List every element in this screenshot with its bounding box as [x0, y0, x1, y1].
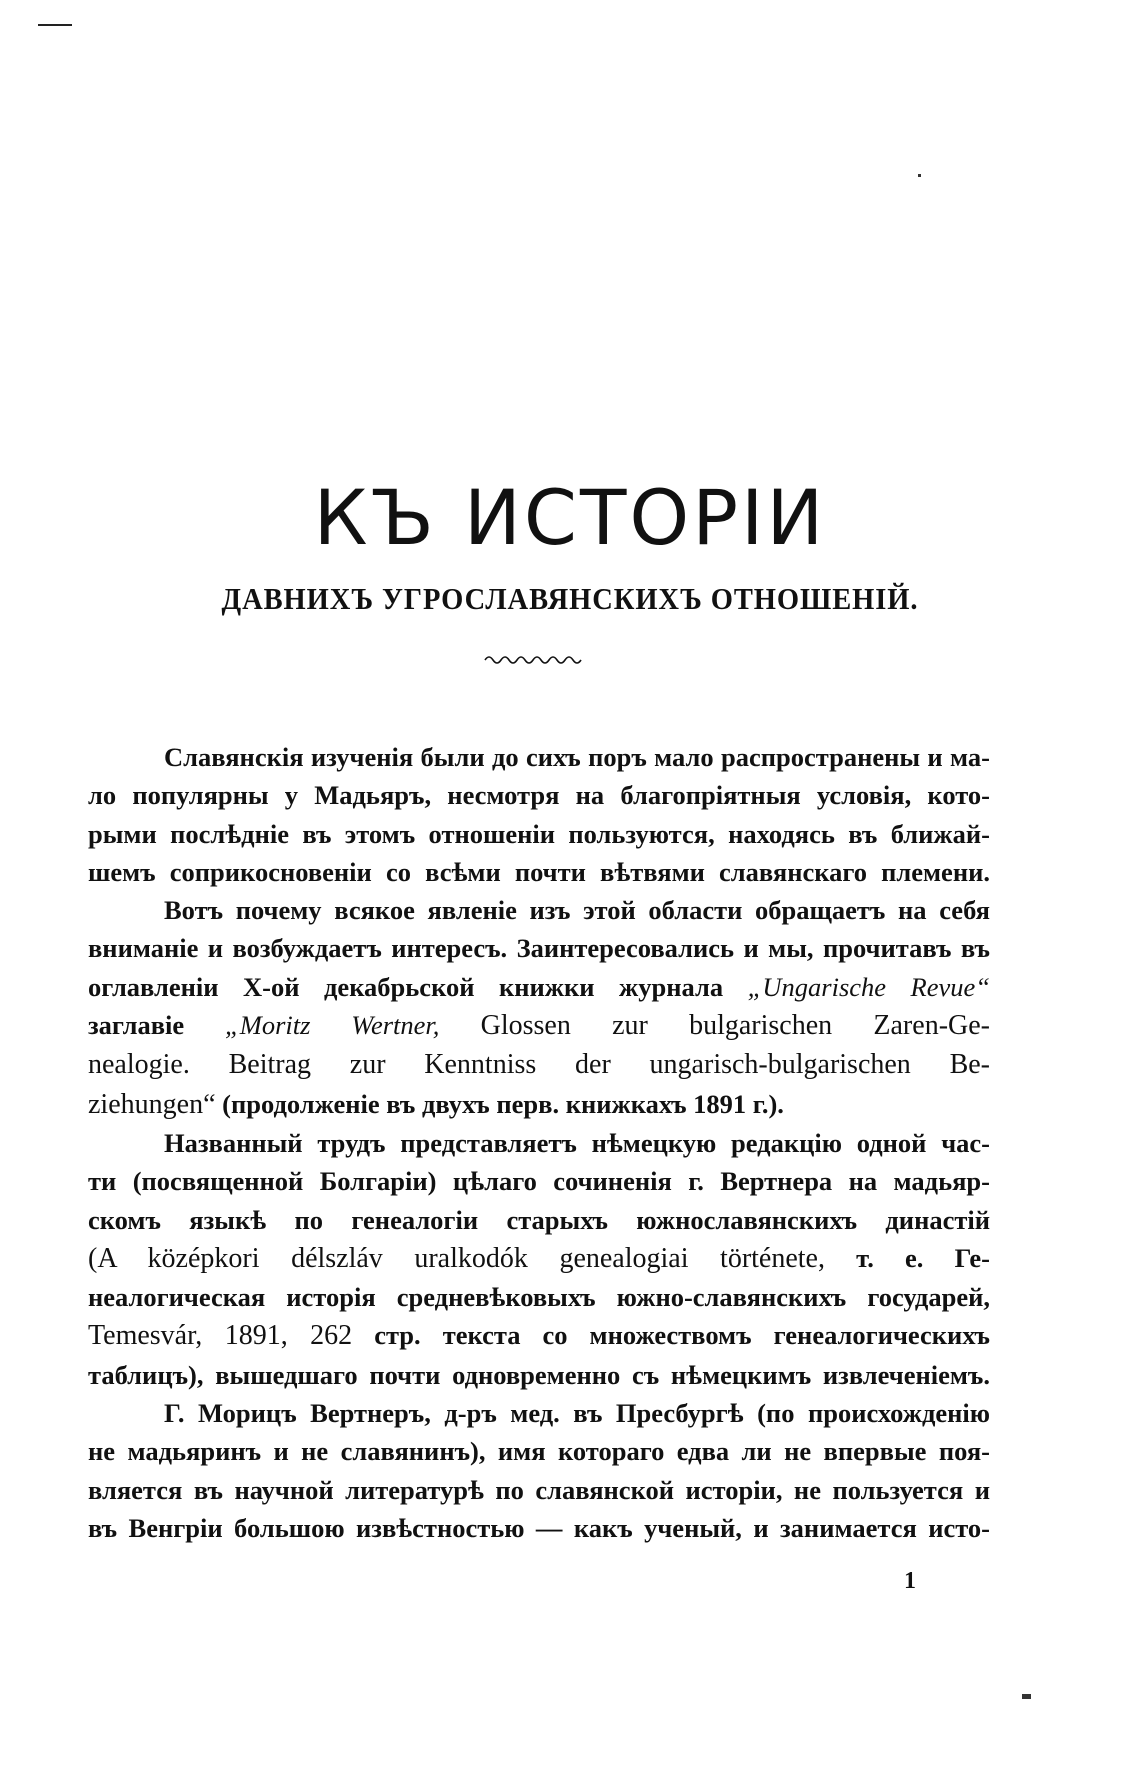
latin-text: Temesvár, 1891, 262 — [88, 1320, 353, 1352]
paragraph — [88, 891, 990, 1124]
page-title: КЪ ИСТОРІИ — [313, 473, 827, 562]
text-segment: т. е. Ге- — [825, 1242, 990, 1273]
text-line: ти (посвященной Болгаріи) цѣлаго сочиненія г. Вертнера на мадьяр- — [88, 1166, 990, 1197]
paragraph — [88, 1394, 990, 1547]
text-line: въ Венгріи большою извѣстностью — какъ ученый, и занимается исто- — [88, 1512, 990, 1543]
latin-title: nealogie. Beitrag zur Kenntniss der ungarisch-bulgarischen Be- — [88, 1049, 990, 1081]
text-segment: (продолженіе въ двухъ перв. книжкахъ 1891 г.). — [215, 1088, 784, 1119]
text-segment: стр. текста со множествомъ генеалогическихъ — [352, 1320, 991, 1351]
text-line: не мадьяринъ и не славянинъ), имя котораго едва ли не впервые поя- — [88, 1436, 990, 1467]
page-subtitle: ДАВНИХЪ УГРОСЛАВЯНСКИХЪ ОТНОШЕНІЙ. — [221, 581, 919, 616]
text-line — [88, 1239, 990, 1278]
text-line: Славянскія изученія были до сихъ поръ мало распространены и ма- — [164, 742, 990, 772]
text-line — [88, 1045, 990, 1084]
journal-title: „Ungarische Revue“ — [747, 971, 990, 1002]
text-line: вниманіе и возбуждаетъ интересъ. Заинтересовались и мы, прочитавъ въ — [88, 933, 990, 964]
text-segment: заглавіе — [88, 1010, 226, 1041]
latin-title: (A középkori délszláv uralkodók genealogiai története, — [88, 1242, 825, 1274]
text-line — [88, 968, 990, 1006]
text-line: шемъ соприкосновеніи со всѣми почти вѣтвями славянскаго племени. — [88, 856, 990, 887]
corner-mark — [38, 24, 72, 26]
latin-title: Glossen zur bulgarischen Zaren-Ge- — [439, 1010, 990, 1042]
paragraph — [88, 1124, 990, 1394]
paragraph — [88, 738, 990, 891]
text-line: рыми послѣдніе въ этомъ отношеніи пользуются, находясь въ ближай- — [88, 818, 990, 849]
text-line: неалогическая исторія средневѣковыхъ южно-славянскихъ государей, — [88, 1282, 990, 1313]
text-line — [88, 1316, 990, 1355]
latin-title: ziehungen“ — [88, 1088, 216, 1120]
text-line: ло популярны у Мадьяръ, несмотря на благопріятныя условія, кото- — [88, 780, 990, 811]
author-name: „Moritz Wertner, — [225, 1010, 440, 1041]
text-line: Названный трудъ представляетъ нѣмецкую редакцію одной час- — [164, 1127, 990, 1158]
text-line: вляется въ научной литературѣ по славянской исторіи, не пользуется и — [88, 1474, 990, 1505]
text-line — [88, 1085, 990, 1124]
page-number: 1 — [904, 1568, 916, 1594]
scan-speck — [918, 174, 921, 177]
text-segment: оглавленіи X-ой декабрьской книжки журнала — [88, 971, 748, 1002]
text-line: Вотъ почему всякое явленіе изъ этой области обращаетъ на себя — [164, 895, 990, 926]
text-line: скомъ языкѣ по генеалогіи старыхъ южнославянскихъ династій — [88, 1204, 990, 1235]
text-line — [88, 1006, 990, 1045]
text-line: Г. Морицъ Вертнеръ, д-ръ мед. въ Пресбургѣ (по происхожденію — [164, 1398, 990, 1429]
wavy-ornament — [483, 652, 583, 664]
text-line: таблицъ), вышедшаго почти одновременно съ нѣмецкимъ извлеченіемъ. — [88, 1359, 990, 1390]
body-text — [88, 738, 990, 1547]
scan-speck — [1022, 1694, 1031, 1699]
